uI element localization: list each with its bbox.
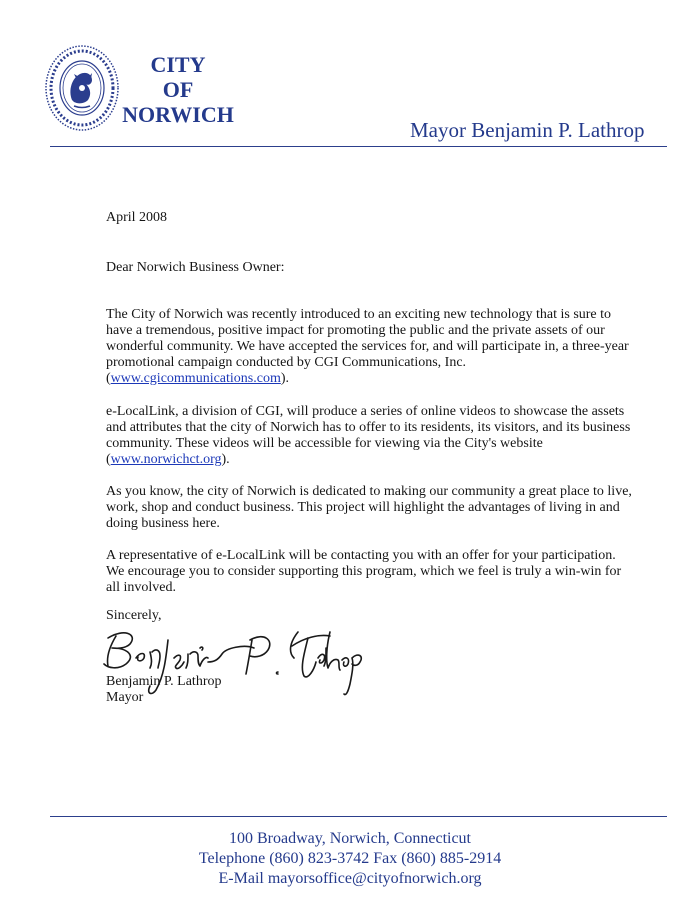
paragraph-1-text: The City of Norwich was recently introduced to an exciting new technology that is sure to have a tremendous, positive impact for promoting the public and the private assets of our wonderful community. We have accepted the services for, and will participate in, a three-year promotional campaign conducted by CGI Communications, Inc. ( bbox=[106, 307, 629, 386]
norwich-website-link[interactable]: www.norwichct.org bbox=[110, 452, 222, 467]
paragraph-4: A representative of e-LocalLink will be contacting you with an offer for your participation. We encourage you to consider supporting this program, which we feel is truly a win-win for all involved. bbox=[106, 548, 622, 595]
paragraph-3: As you know, the city of Norwich is dedicated to making our community a great place to live, work, shop and conduct business. This project will highlight the advantages of living in and doing business here. bbox=[106, 484, 632, 531]
footer-phone: Telephone (860) 823-3742 Fax (860) 885-2914 bbox=[198, 850, 502, 867]
footer-address: 100 Broadway, Norwich, Connecticut bbox=[228, 830, 471, 847]
paragraph-1-end: ). bbox=[280, 371, 290, 386]
city-name-heading bbox=[116, 52, 240, 127]
paragraph-2-text: e-LocalLink, a division of CGI, will produce a series of online videos to showcase the assets and attributes that the city of Norwich has to offer to its residents, its visitors, and its business community. These videos will be accessible for viewing via the City's website ( bbox=[106, 404, 631, 467]
city-name-line1: CITY bbox=[150, 52, 206, 77]
footer-email: E-Mail mayorsoffice@cityofnorwich.org bbox=[218, 870, 482, 887]
paragraph-2-end: ). bbox=[221, 452, 230, 467]
signer-title: Mayor bbox=[106, 690, 144, 705]
paragraph-2 bbox=[106, 404, 636, 468]
header-divider bbox=[50, 146, 667, 147]
closing: Sincerely, bbox=[106, 608, 162, 623]
letter-date: April 2008 bbox=[106, 210, 168, 225]
city-seal-logo bbox=[44, 44, 120, 132]
signer-name: Benjamin P. Lathrop bbox=[106, 674, 222, 689]
mayor-header: Mayor Benjamin P. Lathrop bbox=[410, 118, 645, 142]
footer-divider bbox=[50, 816, 667, 817]
paragraph-1 bbox=[106, 307, 636, 387]
letter-salutation: Dear Norwich Business Owner: bbox=[106, 260, 285, 275]
city-name-line3: NORWICH bbox=[122, 102, 234, 127]
cgi-website-link[interactable]: www.cgicommunications.com bbox=[110, 371, 281, 386]
city-name-line2: OF bbox=[162, 77, 194, 102]
